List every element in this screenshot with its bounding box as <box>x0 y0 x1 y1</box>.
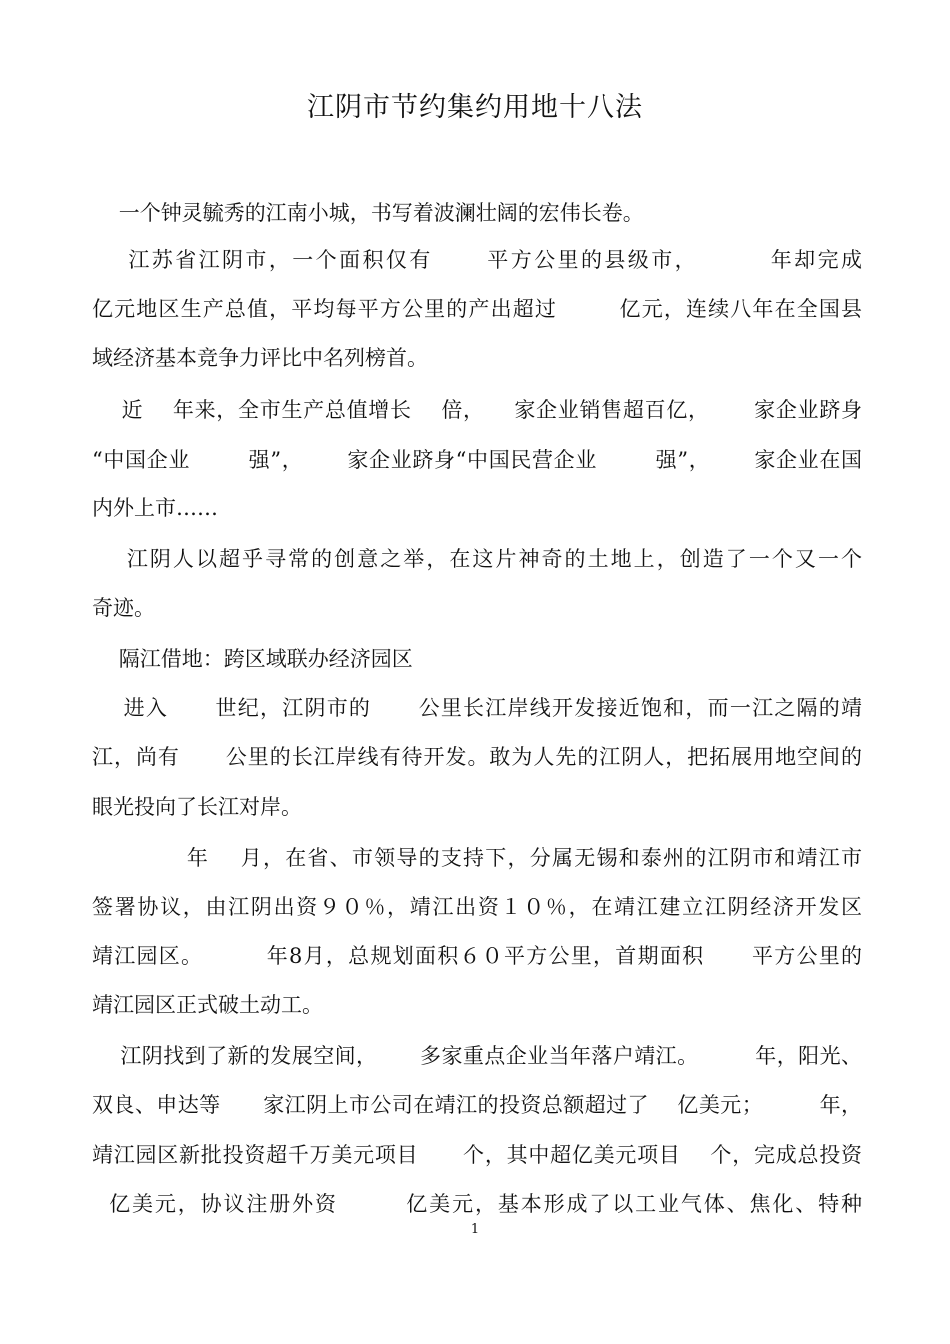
paragraph-line: 靖江园区正式破土动工。 <box>92 993 323 1017</box>
paragraph-line: 近 年来，全市生产总值增长 倍， 家企业销售超百亿， 家企业跻身 <box>92 398 862 422</box>
document-title: 江阴市节约集约用地十八法 <box>307 92 643 123</box>
paragraph-line: 进入 世纪，江阴市的 公里长江岸线开发接近饱和，而一江之隔的靖 <box>92 696 862 720</box>
page-number: 1 <box>470 1222 480 1237</box>
paragraph-line: 眼光投向了长江对岸。 <box>92 795 302 819</box>
paragraph-line: 江苏省江阴市，一个面积仅有 平方公里的县级市， 年却完成 <box>92 248 862 272</box>
paragraph-line: 域经济基本竞争力评比中名列榜首。 <box>92 346 428 370</box>
paragraph-line: 靖江园区新批投资超千万美元项目 个，其中超亿美元项目 个，完成总投资 <box>92 1143 862 1167</box>
paragraph-line: “中国企业 强”， 家企业跻身“中国民营企业 强”， 家企业在国 <box>92 448 862 472</box>
paragraph-line: 一个钟灵毓秀的江南小城，书写着波澜壮阔的宏伟长卷。 <box>92 201 644 225</box>
paragraph-line: 亿元地区生产总值，平均每平方公里的产出超过 亿元，连续八年在全国县 <box>92 297 862 321</box>
section-heading: 隔江借地：跨区域联办经济园区 <box>92 647 413 671</box>
paragraph-line: 靖江园区。 年8月，总规划面积６０平方公里，首期面积 平方公里的 <box>92 944 862 968</box>
paragraph-line: 江阴找到了新的发展空间， 多家重点企业当年落户靖江。 年，阳光、 <box>92 1044 862 1068</box>
paragraph-line: 双良、申达等 家江阴上市公司在靖江的投资总额超过了 亿美元； 年， <box>92 1093 862 1117</box>
paragraph-line: 江阴人以超乎寻常的创意之举，在这片神奇的土地上，创造了一个又一个 <box>92 547 862 571</box>
paragraph-line: 内外上市…… <box>92 496 218 520</box>
paragraph-line: 亿美元，协议注册外资 亿美元，基本形成了以工业气体、焦化、特种 <box>92 1192 862 1216</box>
paragraph-line: 签署协议，由江阴出资９０％，靖江出资１０％，在靖江建立江阴经济开发区 <box>92 895 862 919</box>
paragraph-line: 奇迹。 <box>92 596 155 620</box>
paragraph-line: 江，尚有 公里的长江岸线有待开发。敢为人先的江阴人，把拓展用地空间的 <box>92 745 862 769</box>
paragraph-line: 年 月，在省、市领导的支持下，分属无锡和泰州的江阴市和靖江市 <box>92 846 862 870</box>
